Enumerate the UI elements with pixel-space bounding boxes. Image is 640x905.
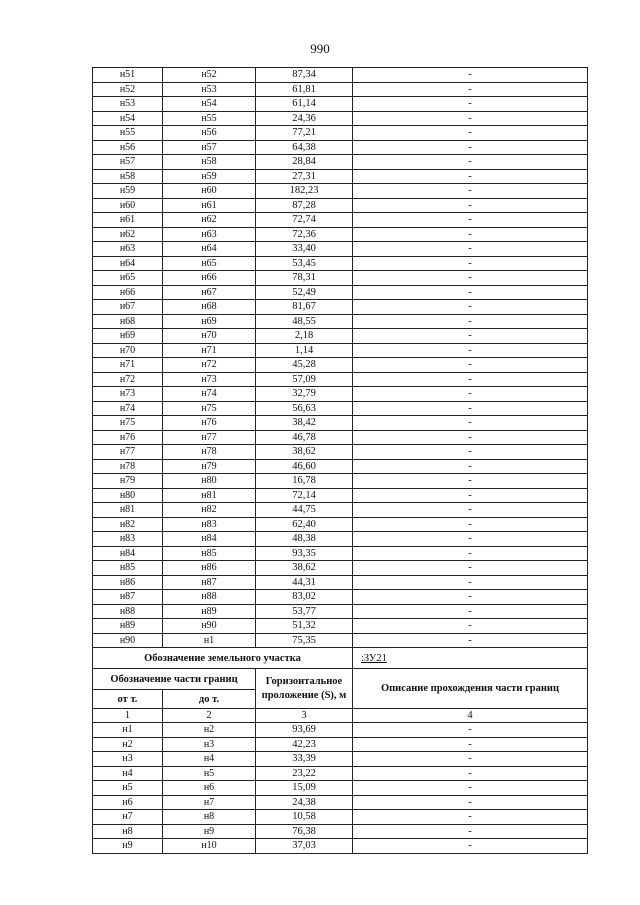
table-row xyxy=(93,561,588,576)
description-cell: - xyxy=(353,532,588,547)
description-cell: - xyxy=(353,314,588,329)
table-row xyxy=(93,372,588,387)
description-cell: - xyxy=(353,329,588,344)
to-point-header: до т. xyxy=(163,690,256,709)
table-row xyxy=(93,184,588,199)
distance-cell: 61,81 xyxy=(256,82,353,97)
description-cell: - xyxy=(353,546,588,561)
distance-cell: 83,02 xyxy=(256,590,353,605)
description-cell: - xyxy=(353,300,588,315)
distance-cell: 53,77 xyxy=(256,604,353,619)
distance-cell: 24,36 xyxy=(256,111,353,126)
table-row xyxy=(93,242,588,257)
from-point-cell: н60 xyxy=(93,198,163,213)
table-row xyxy=(93,781,588,796)
bottom-rows-body xyxy=(93,723,588,854)
to-point-cell: н73 xyxy=(163,372,256,387)
table-row xyxy=(93,314,588,329)
description-cell: - xyxy=(353,633,588,648)
from-point-cell: н66 xyxy=(93,285,163,300)
distance-cell: 10,58 xyxy=(256,810,353,825)
from-point-cell: н69 xyxy=(93,329,163,344)
to-point-cell: н78 xyxy=(163,445,256,460)
description-cell: - xyxy=(353,445,588,460)
from-point-cell: н57 xyxy=(93,155,163,170)
to-point-cell: н53 xyxy=(163,82,256,97)
distance-cell: 87,28 xyxy=(256,198,353,213)
from-point-cell: н9 xyxy=(93,839,163,854)
distance-cell: 81,67 xyxy=(256,300,353,315)
to-point-cell: н65 xyxy=(163,256,256,271)
to-point-cell: н63 xyxy=(163,227,256,242)
description-cell: - xyxy=(353,766,588,781)
from-point-cell: н79 xyxy=(93,474,163,489)
from-point-cell: н77 xyxy=(93,445,163,460)
description-cell: - xyxy=(353,97,588,112)
to-point-cell: н70 xyxy=(163,329,256,344)
table-row xyxy=(93,517,588,532)
to-point-cell: н66 xyxy=(163,271,256,286)
distance-cell: 32,79 xyxy=(256,387,353,402)
from-point-cell: н68 xyxy=(93,314,163,329)
distance-cell: 1,14 xyxy=(256,343,353,358)
to-point-cell: н88 xyxy=(163,590,256,605)
to-point-cell: н3 xyxy=(163,737,256,752)
description-cell: - xyxy=(353,343,588,358)
from-point-cell: н67 xyxy=(93,300,163,315)
table-row xyxy=(93,810,588,825)
to-point-cell: н84 xyxy=(163,532,256,547)
to-point-cell: н2 xyxy=(163,723,256,738)
distance-cell: 77,21 xyxy=(256,126,353,141)
description-cell: - xyxy=(353,155,588,170)
description-cell: - xyxy=(353,488,588,503)
description-cell: - xyxy=(353,401,588,416)
distance-cell: 72,14 xyxy=(256,488,353,503)
from-point-cell: н80 xyxy=(93,488,163,503)
table-row xyxy=(93,766,588,781)
table-row xyxy=(93,300,588,315)
description-cell: - xyxy=(353,575,588,590)
to-point-cell: н72 xyxy=(163,358,256,373)
to-point-cell: н62 xyxy=(163,213,256,228)
table-row xyxy=(93,271,588,286)
distance-cell: 46,60 xyxy=(256,459,353,474)
table-row xyxy=(93,213,588,228)
description-cell: - xyxy=(353,387,588,402)
table-row xyxy=(93,532,588,547)
from-point-cell: н73 xyxy=(93,387,163,402)
from-point-cell: н70 xyxy=(93,343,163,358)
to-point-cell: н55 xyxy=(163,111,256,126)
from-point-cell: н59 xyxy=(93,184,163,199)
description-cell: - xyxy=(353,839,588,854)
description-cell: - xyxy=(353,503,588,518)
table-row xyxy=(93,604,588,619)
distance-cell: 42,23 xyxy=(256,737,353,752)
description-cell: - xyxy=(353,416,588,431)
description-cell: - xyxy=(353,459,588,474)
from-point-cell: н82 xyxy=(93,517,163,532)
from-point-cell: н71 xyxy=(93,358,163,373)
distance-cell: 27,31 xyxy=(256,169,353,184)
distance-cell: 28,84 xyxy=(256,155,353,170)
col-number-3: 3 xyxy=(256,709,353,723)
description-cell: - xyxy=(353,169,588,184)
description-cell: - xyxy=(353,604,588,619)
table-row xyxy=(93,140,588,155)
to-point-cell: н9 xyxy=(163,824,256,839)
to-point-cell: н75 xyxy=(163,401,256,416)
col-number-4: 4 xyxy=(353,709,588,723)
distance-cell: 61,14 xyxy=(256,97,353,112)
to-point-cell: н8 xyxy=(163,810,256,825)
to-point-cell: н68 xyxy=(163,300,256,315)
boundary-table xyxy=(92,67,588,854)
from-point-cell: н62 xyxy=(93,227,163,242)
distance-cell: 182,23 xyxy=(256,184,353,199)
distance-cell: 57,09 xyxy=(256,372,353,387)
from-point-cell: н5 xyxy=(93,781,163,796)
to-point-cell: н60 xyxy=(163,184,256,199)
from-point-cell: н88 xyxy=(93,604,163,619)
to-point-cell: н83 xyxy=(163,517,256,532)
distance-cell: 15,09 xyxy=(256,781,353,796)
table-row xyxy=(93,503,588,518)
from-point-cell: н2 xyxy=(93,737,163,752)
col-number-2: 2 xyxy=(163,709,256,723)
to-point-cell: н71 xyxy=(163,343,256,358)
distance-cell: 56,63 xyxy=(256,401,353,416)
table-row xyxy=(93,227,588,242)
table-row xyxy=(93,795,588,810)
distance-cell: 51,32 xyxy=(256,619,353,634)
to-point-cell: н64 xyxy=(163,242,256,257)
table-row xyxy=(93,198,588,213)
description-cell: - xyxy=(353,227,588,242)
to-point-cell: н67 xyxy=(163,285,256,300)
description-cell: - xyxy=(353,619,588,634)
to-point-cell: н1 xyxy=(163,633,256,648)
to-point-cell: н74 xyxy=(163,387,256,402)
from-point-cell: н4 xyxy=(93,766,163,781)
from-point-cell: н84 xyxy=(93,546,163,561)
distance-cell: 72,74 xyxy=(256,213,353,228)
to-point-cell: н6 xyxy=(163,781,256,796)
distance-cell: 62,40 xyxy=(256,517,353,532)
description-cell: - xyxy=(353,561,588,576)
to-point-cell: н7 xyxy=(163,795,256,810)
description-cell: - xyxy=(353,824,588,839)
description-cell: - xyxy=(353,590,588,605)
description-cell: - xyxy=(353,111,588,126)
to-point-cell: н52 xyxy=(163,68,256,83)
distance-cell: 53,45 xyxy=(256,256,353,271)
plot-section xyxy=(93,648,588,723)
page-number: 990 xyxy=(310,41,330,56)
table-row xyxy=(93,474,588,489)
table-row xyxy=(93,459,588,474)
table-row xyxy=(93,752,588,767)
description-cell: - xyxy=(353,68,588,83)
to-point-cell: н81 xyxy=(163,488,256,503)
to-point-cell: н76 xyxy=(163,416,256,431)
description-cell: - xyxy=(353,752,588,767)
distance-cell: 64,38 xyxy=(256,140,353,155)
description-cell: - xyxy=(353,198,588,213)
distance-cell: 48,55 xyxy=(256,314,353,329)
distance-cell: 87,34 xyxy=(256,68,353,83)
from-point-cell: н87 xyxy=(93,590,163,605)
description-cell: - xyxy=(353,810,588,825)
plot-label: Обозначение земельного участка xyxy=(93,648,353,669)
description-cell: - xyxy=(353,242,588,257)
to-point-cell: н77 xyxy=(163,430,256,445)
description-cell: - xyxy=(353,256,588,271)
table-row xyxy=(93,416,588,431)
table-row xyxy=(93,82,588,97)
distance-cell: 48,38 xyxy=(256,532,353,547)
from-point-header: от т. xyxy=(93,690,163,709)
distance-cell: 2,18 xyxy=(256,329,353,344)
from-point-cell: н51 xyxy=(93,68,163,83)
description-cell: - xyxy=(353,271,588,286)
description-cell: - xyxy=(353,372,588,387)
table-row xyxy=(93,633,588,648)
distance-cell: 46,78 xyxy=(256,430,353,445)
distance-cell: 16,78 xyxy=(256,474,353,489)
from-point-cell: н56 xyxy=(93,140,163,155)
table-row xyxy=(93,155,588,170)
description-cell: - xyxy=(353,430,588,445)
plot-code: :ЗУ21 xyxy=(353,648,588,669)
from-point-cell: н1 xyxy=(93,723,163,738)
to-point-cell: н86 xyxy=(163,561,256,576)
from-point-cell: н89 xyxy=(93,619,163,634)
table-row xyxy=(93,590,588,605)
boundary-parts-header: Обозначение части границ xyxy=(93,669,256,690)
distance-cell: 44,31 xyxy=(256,575,353,590)
description-header: Описание прохождения части границ xyxy=(353,669,588,709)
from-point-cell: н90 xyxy=(93,633,163,648)
from-point-cell: н54 xyxy=(93,111,163,126)
to-point-cell: н80 xyxy=(163,474,256,489)
table-row xyxy=(93,737,588,752)
from-point-cell: н61 xyxy=(93,213,163,228)
to-point-cell: н56 xyxy=(163,126,256,141)
table-row xyxy=(93,839,588,854)
table-row xyxy=(93,575,588,590)
description-cell: - xyxy=(353,82,588,97)
distance-cell: 38,62 xyxy=(256,561,353,576)
to-point-cell: н58 xyxy=(163,155,256,170)
from-point-cell: н76 xyxy=(93,430,163,445)
to-point-cell: н4 xyxy=(163,752,256,767)
distance-cell: 44,75 xyxy=(256,503,353,518)
description-cell: - xyxy=(353,474,588,489)
to-point-cell: н10 xyxy=(163,839,256,854)
table-row xyxy=(93,723,588,738)
from-point-cell: н58 xyxy=(93,169,163,184)
to-point-cell: н85 xyxy=(163,546,256,561)
table-row xyxy=(93,619,588,634)
distance-cell: 93,69 xyxy=(256,723,353,738)
distance-cell: 75,35 xyxy=(256,633,353,648)
distance-cell: 78,31 xyxy=(256,271,353,286)
from-point-cell: н81 xyxy=(93,503,163,518)
table-row xyxy=(93,430,588,445)
to-point-cell: н59 xyxy=(163,169,256,184)
table-row xyxy=(93,68,588,83)
distance-cell: 23,22 xyxy=(256,766,353,781)
from-point-cell: н72 xyxy=(93,372,163,387)
description-cell: - xyxy=(353,781,588,796)
from-point-cell: н7 xyxy=(93,810,163,825)
from-point-cell: н3 xyxy=(93,752,163,767)
description-cell: - xyxy=(353,140,588,155)
distance-cell: 72,36 xyxy=(256,227,353,242)
from-point-cell: н85 xyxy=(93,561,163,576)
description-cell: - xyxy=(353,795,588,810)
table-row xyxy=(93,824,588,839)
from-point-cell: н52 xyxy=(93,82,163,97)
distance-cell: 37,03 xyxy=(256,839,353,854)
distance-cell: 76,38 xyxy=(256,824,353,839)
description-cell: - xyxy=(353,358,588,373)
to-point-cell: н87 xyxy=(163,575,256,590)
to-point-cell: н79 xyxy=(163,459,256,474)
from-point-cell: н83 xyxy=(93,532,163,547)
from-point-cell: н74 xyxy=(93,401,163,416)
description-cell: - xyxy=(353,213,588,228)
distance-cell: 33,40 xyxy=(256,242,353,257)
from-point-cell: н86 xyxy=(93,575,163,590)
table-row xyxy=(93,546,588,561)
table-row xyxy=(93,169,588,184)
table-row xyxy=(93,111,588,126)
horizontal-projection-header: Горизонтальное проложение (S), м xyxy=(256,669,353,709)
from-point-cell: н63 xyxy=(93,242,163,257)
top-rows-body xyxy=(93,68,588,648)
to-point-cell: н5 xyxy=(163,766,256,781)
table-row xyxy=(93,488,588,503)
to-point-cell: н90 xyxy=(163,619,256,634)
to-point-cell: н89 xyxy=(163,604,256,619)
from-point-cell: н78 xyxy=(93,459,163,474)
distance-cell: 38,62 xyxy=(256,445,353,460)
from-point-cell: н8 xyxy=(93,824,163,839)
to-point-cell: н57 xyxy=(163,140,256,155)
from-point-cell: н75 xyxy=(93,416,163,431)
to-point-cell: н82 xyxy=(163,503,256,518)
from-point-cell: н53 xyxy=(93,97,163,112)
distance-cell: 33,39 xyxy=(256,752,353,767)
distance-cell: 38,42 xyxy=(256,416,353,431)
distance-cell: 24,38 xyxy=(256,795,353,810)
table-row xyxy=(93,97,588,112)
to-point-cell: н54 xyxy=(163,97,256,112)
description-cell: - xyxy=(353,737,588,752)
from-point-cell: н55 xyxy=(93,126,163,141)
to-point-cell: н69 xyxy=(163,314,256,329)
description-cell: - xyxy=(353,723,588,738)
from-point-cell: н65 xyxy=(93,271,163,286)
table-row xyxy=(93,285,588,300)
description-cell: - xyxy=(353,517,588,532)
distance-cell: 93,35 xyxy=(256,546,353,561)
table-row xyxy=(93,387,588,402)
table-row xyxy=(93,401,588,416)
table-row xyxy=(93,126,588,141)
table-row xyxy=(93,329,588,344)
to-point-cell: н61 xyxy=(163,198,256,213)
table-row xyxy=(93,445,588,460)
description-cell: - xyxy=(353,184,588,199)
description-cell: - xyxy=(353,126,588,141)
table-row xyxy=(93,256,588,271)
from-point-cell: н6 xyxy=(93,795,163,810)
distance-cell: 52,49 xyxy=(256,285,353,300)
table-row xyxy=(93,358,588,373)
from-point-cell: н64 xyxy=(93,256,163,271)
description-cell: - xyxy=(353,285,588,300)
distance-cell: 45,28 xyxy=(256,358,353,373)
table-row xyxy=(93,343,588,358)
col-number-1: 1 xyxy=(93,709,163,723)
